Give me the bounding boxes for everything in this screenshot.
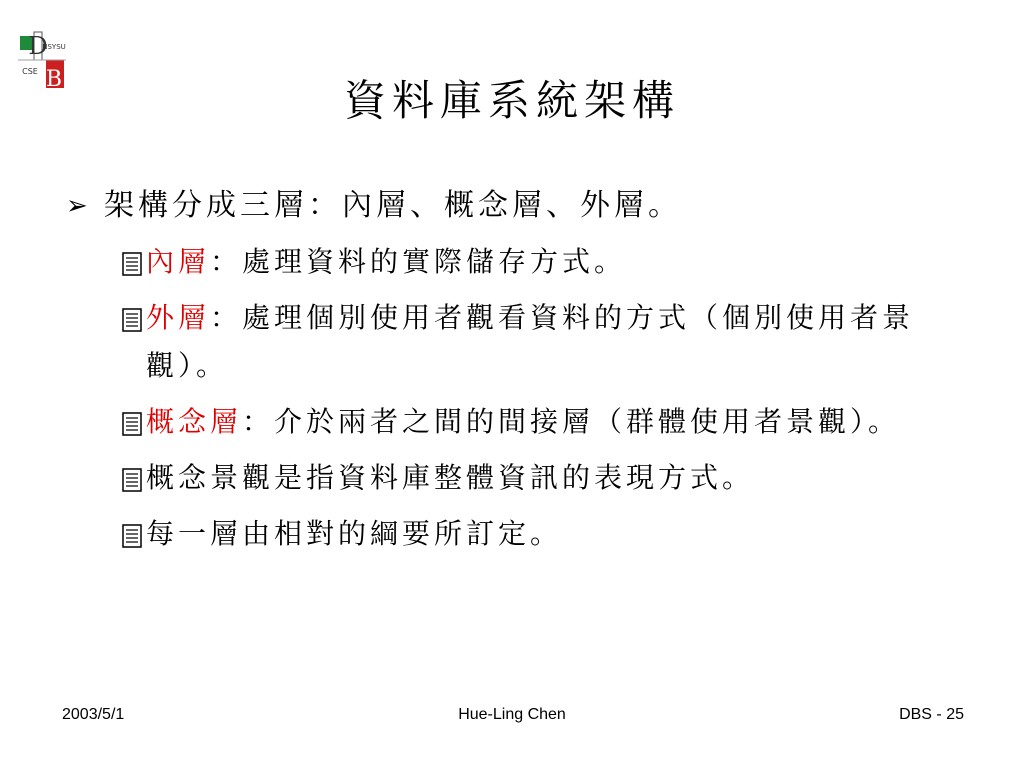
sub-bullet-item (118, 510, 966, 558)
highlight-term: 概念層 (146, 405, 243, 438)
logo-text-top: NSYSU (42, 43, 66, 51)
highlight-term: 外層 (146, 301, 211, 334)
sub-bullet-text (146, 454, 946, 502)
footer-author: Hue-Ling Chen (458, 706, 566, 723)
sub-bullet-text (146, 510, 946, 558)
logo-letter-b: B (45, 67, 63, 90)
sub-bullet-item (118, 454, 966, 502)
sub-bullet-rest: ：介於兩者之間的間接層（群體使用者景觀）。 (242, 405, 901, 438)
slide-content (66, 182, 966, 566)
logo-letter-d: D (28, 32, 48, 60)
sub-bullet-item (118, 294, 966, 390)
footer-page-number: DBS - 25 (899, 706, 964, 723)
sub-bullet-item (118, 398, 966, 446)
sub-bullet-rest: 概念景觀是指資料庫整體資訊的表現方式。 (146, 461, 755, 494)
sub-bullet-item (118, 238, 966, 286)
sub-bullet-rest: ：處理個別使用者觀看資料的方式（個別使用者景觀）。 (146, 301, 915, 382)
footer-date: 2003/5/1 (62, 706, 125, 723)
page-title: 資料庫系統架構 (343, 76, 680, 125)
highlight-term: 內層 (146, 245, 211, 278)
document-bullet-icon (118, 294, 146, 332)
sub-bullet-text (146, 294, 946, 390)
document-bullet-icon (118, 510, 146, 548)
sub-bullet-rest: ：處理資料的實際儲存方式。 (210, 245, 627, 278)
main-bullet-text: 架構分成三層：內層、概念層、外層。 (104, 188, 682, 223)
logo-text-bottom: CSE (22, 67, 38, 76)
main-bullet-item (66, 182, 966, 230)
arrow-bullet-icon: ➢ (66, 191, 88, 221)
sub-bullet-text (146, 398, 946, 446)
sub-bullet-text (146, 238, 946, 286)
document-bullet-icon (118, 398, 146, 436)
document-bullet-icon (118, 454, 146, 492)
document-bullet-icon (118, 238, 146, 276)
sub-bullet-rest: 每一層由相對的綱要所訂定。 (146, 517, 563, 550)
